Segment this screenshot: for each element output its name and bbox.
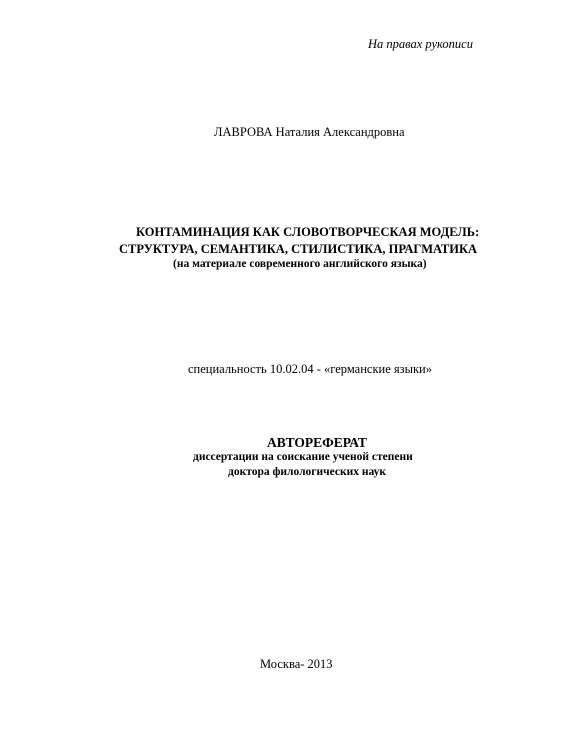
title-subtitle: (на материале современного английского языка) — [173, 258, 427, 270]
description-line-2: доктора филологических наук — [228, 466, 387, 478]
document-type-heading: АВТОРЕФЕРАТ — [267, 435, 367, 450]
title-line-1: КОНТАМИНАЦИЯ КАК СЛОВОТВОРЧЕСКАЯ МОДЕЛЬ: — [136, 225, 480, 239]
author-name: ЛАВРОВА Наталия Александровна — [214, 125, 405, 139]
rights-note: На правах рукописи — [368, 37, 473, 51]
title-line-2: СТРУКТУРА, СЕМАНТИКА, СТИЛИСТИКА, ПРАГМАТИКА — [119, 242, 478, 256]
city-year: Москва- 2013 — [260, 657, 333, 671]
description-line-1: диссертации на соискание ученой степени — [193, 451, 413, 463]
specialty-line: специальность 10.02.04 - «германские языки» — [188, 362, 432, 376]
